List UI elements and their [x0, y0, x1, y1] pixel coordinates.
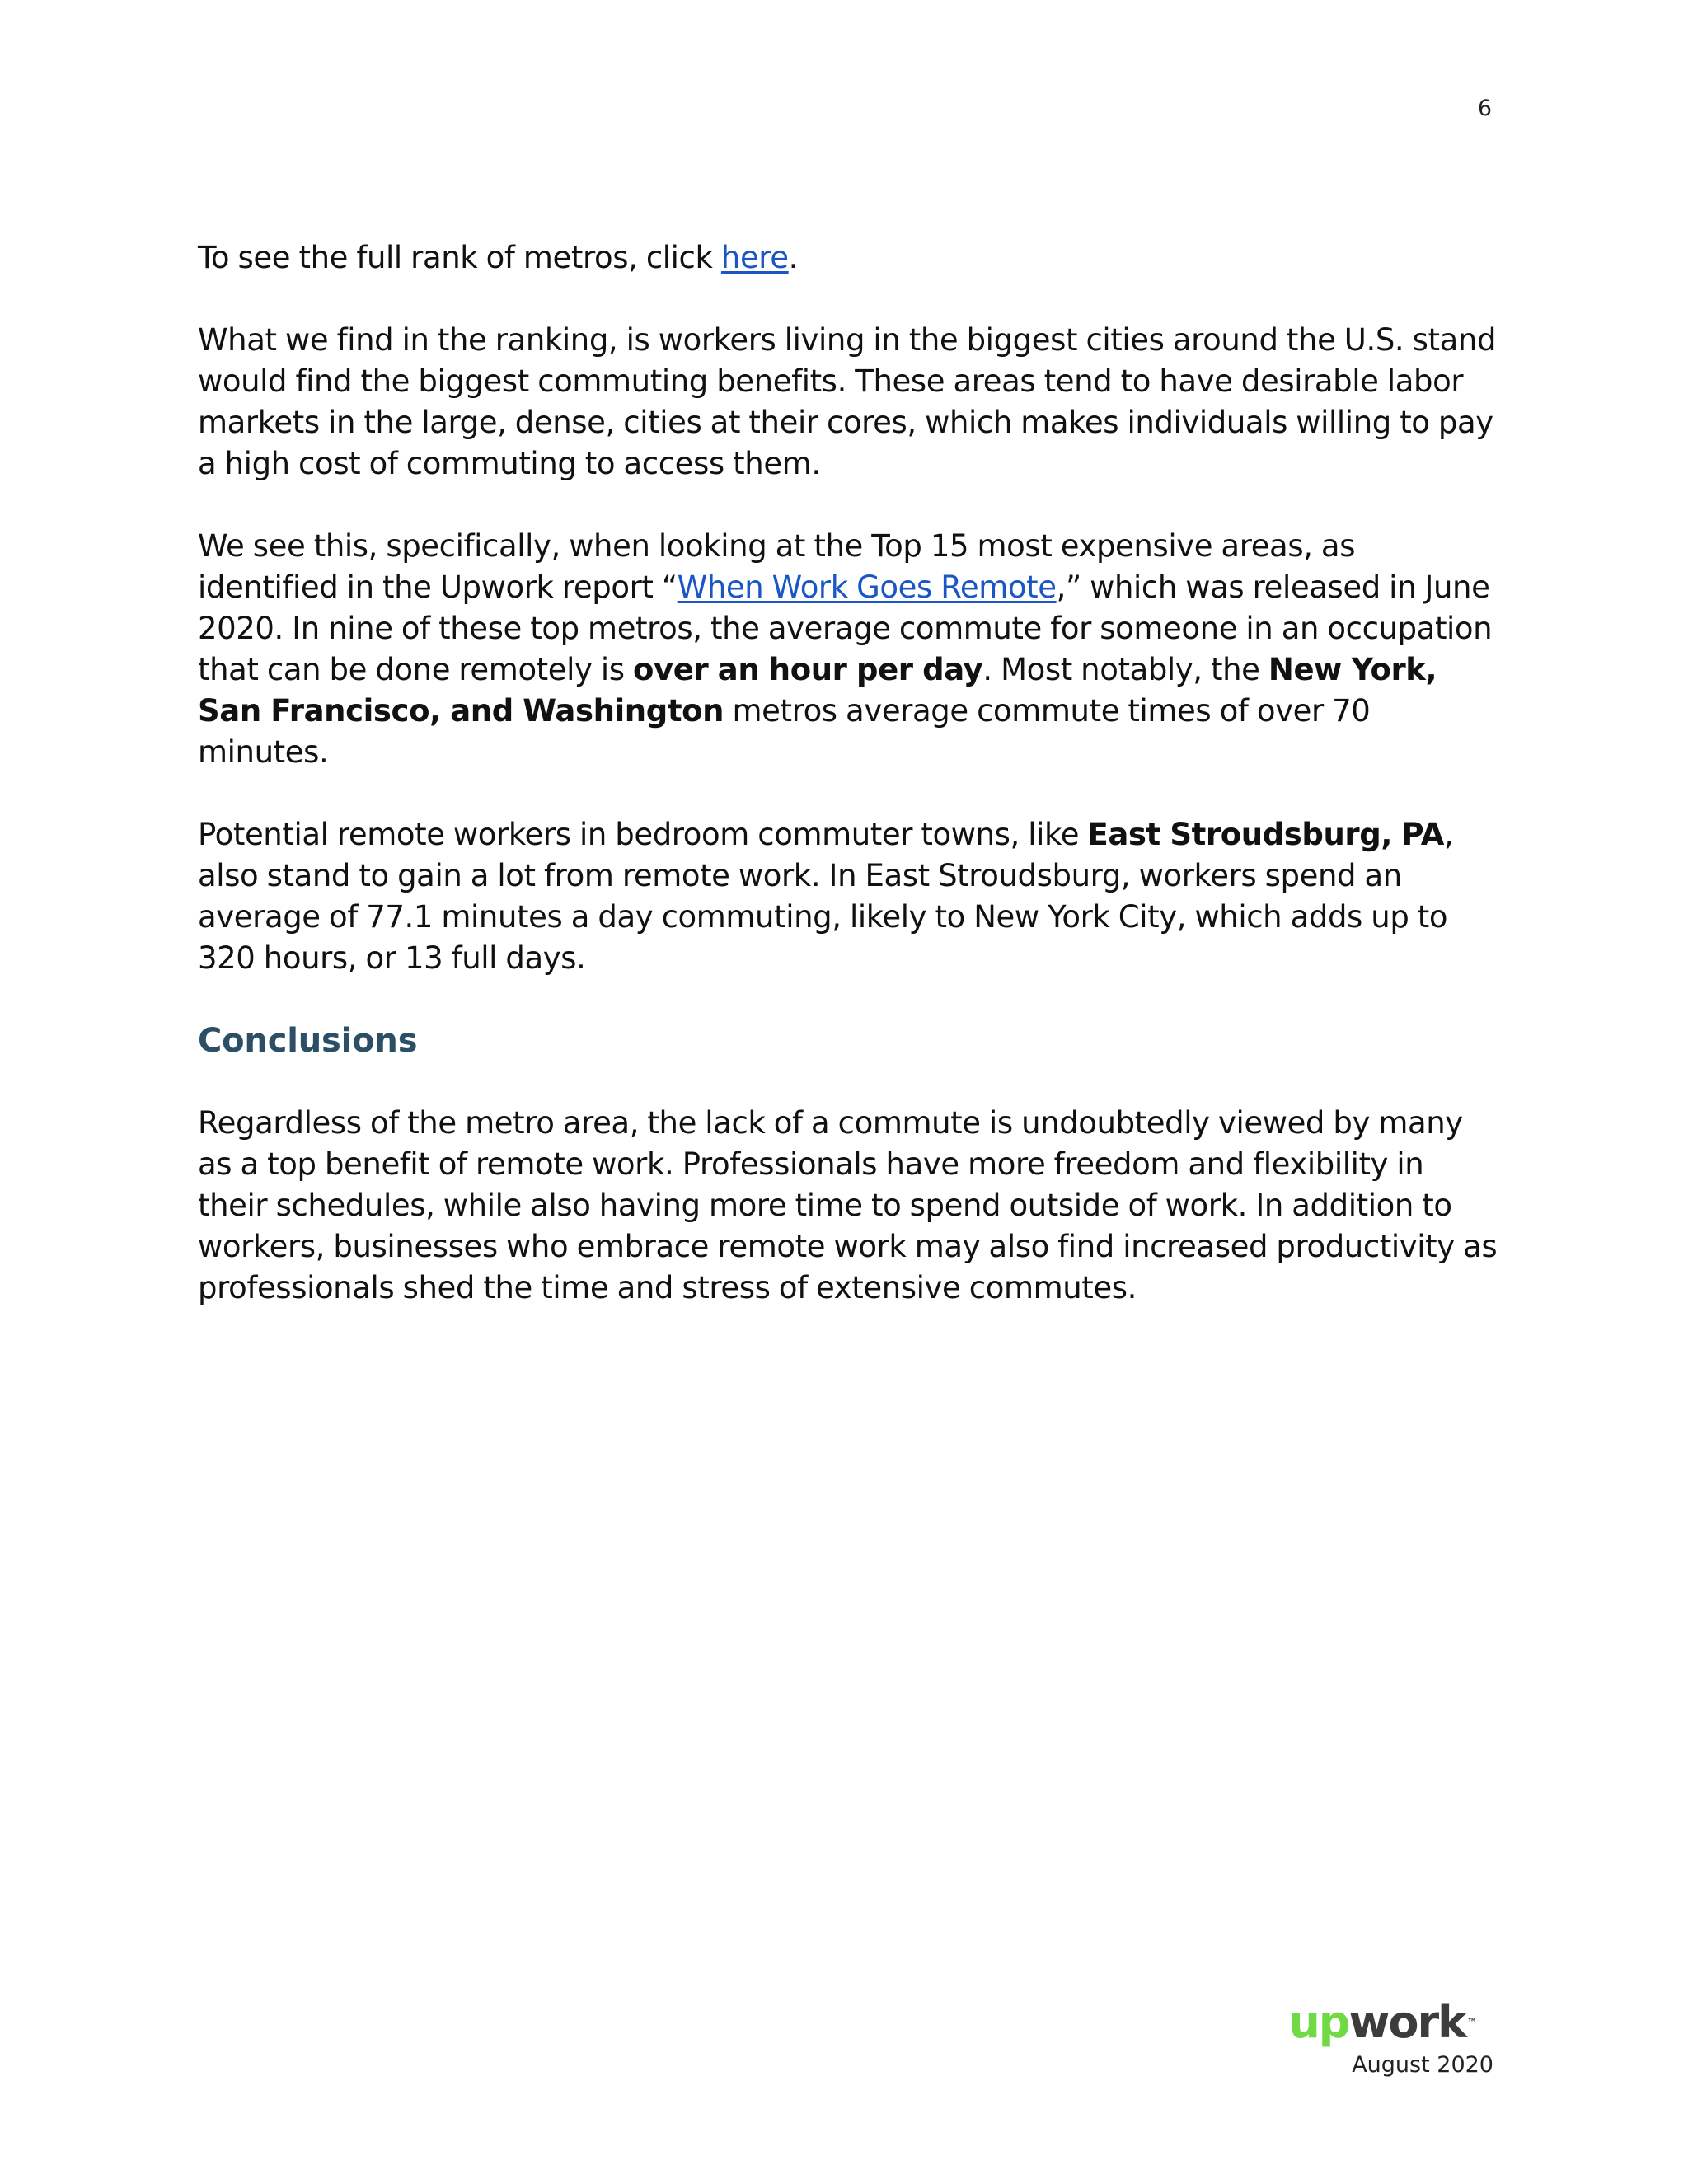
paragraph-text: , also stand to gain a lot from remote work. In East Stroudsburg, workers spend an average of 77.1 minutes a day commuting, likely to New York City, which adds up to 320 hours, or 13 full days. [198, 817, 1454, 976]
when-work-goes-remote-link[interactable]: When Work Goes Remote [677, 569, 1057, 605]
paragraph-text: metros average commute times of over 70 minutes. [198, 693, 1371, 770]
paragraph-text: ,” which was released in June 2020. In nine of these top metros, the average commute for someone in an occupation that can be done remotely is [198, 569, 1493, 687]
paragraph-text: Potential remote workers in bedroom commuter towns, like [198, 817, 1088, 852]
logo-work: work [1348, 1996, 1465, 2048]
bold-text: East Stroudsburg, PA [1087, 817, 1445, 852]
paragraph-full-rank [198, 237, 1500, 279]
paragraph-text: We see this, specifically, when looking at the Top 15 most expensive areas, as identified in the Upwork report “ [198, 528, 1356, 605]
bold-text: over an hour per day [633, 652, 983, 687]
bold-text: New York, San Francisco, and Washington [198, 652, 1437, 729]
page-footer [1246, 1996, 1493, 2079]
paragraph-commuter-towns [198, 814, 1500, 979]
paragraph-text: To see the full rank of metros, click [198, 240, 721, 275]
logo-up: up [1288, 1996, 1349, 2048]
upwork-logo [1288, 1996, 1477, 2048]
logo-trademark: ™ [1467, 2017, 1477, 2028]
paragraph-top-15 [198, 526, 1500, 773]
paragraph-ranking: What we find in the ranking, is workers living in the biggest cities around the U.S. stand would find the biggest commuting benefits. These areas tend to have desirable labor markets in the large, dense, cities at their cores, which makes individuals willing to pay a high cost of commuting to access them. [198, 322, 1497, 481]
page-number: 6 [1477, 96, 1492, 121]
footer-date: August 2020 [1352, 2052, 1493, 2078]
here-link[interactable]: here [720, 240, 789, 275]
paragraph-text: . Most notably, the [982, 652, 1268, 687]
document-body [198, 237, 1500, 1350]
paragraph-conclusions: Regardless of the metro area, the lack of a commute is undoubtedly viewed by many as a top benefit of remote work. Professionals have more freedom and flexibility in their schedules, while also having more time to spend outside of work. In addition to workers, businesses who embrace remote work may also find increased productivity as professionals shed the time and stress of extensive commutes. [198, 1105, 1498, 1305]
section-heading-conclusions: Conclusions [198, 1022, 418, 1060]
paragraph-text: . [788, 240, 799, 275]
